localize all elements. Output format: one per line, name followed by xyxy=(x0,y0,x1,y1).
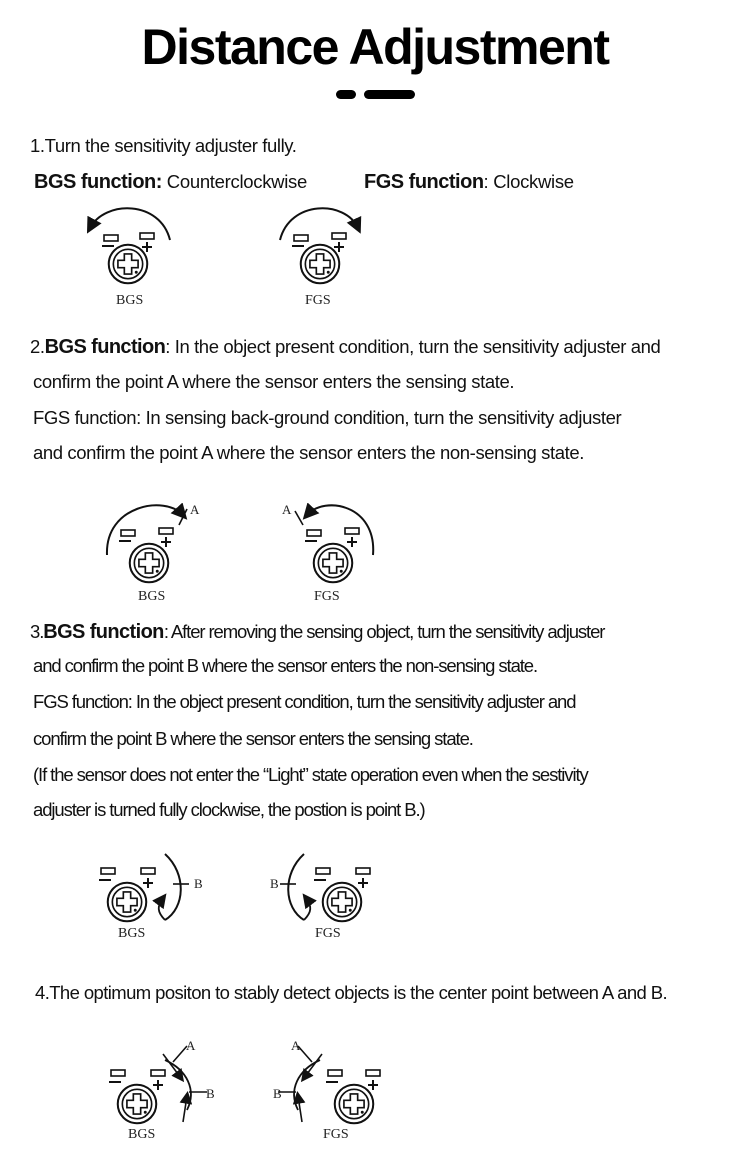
adjuster-knob-icon xyxy=(108,883,147,922)
center-arrow xyxy=(298,1096,302,1122)
step2-number: 2. xyxy=(30,336,45,357)
adjuster-knob-icon xyxy=(130,544,169,583)
step3-line3: FGS function: In the object present condition, turn the sensitivity adjuster and xyxy=(33,691,576,712)
step3-bgs-caption: BGS xyxy=(118,926,146,941)
adjuster-knob-icon xyxy=(301,245,340,284)
step2-line3: FGS function: In sensing back-ground condition, turn the sensitivity adjuster xyxy=(33,407,622,428)
step1-fgs-function xyxy=(364,171,574,194)
step2-line1-rest: : In the object present condition, turn the sensitivity adjuster and xyxy=(165,336,661,357)
step4-fgs-point-a: A xyxy=(291,1038,301,1053)
step3-bgs-point-b: B xyxy=(194,876,203,891)
step3-bgs-label: BGS function xyxy=(43,621,164,643)
title-underline-short xyxy=(336,90,356,99)
step3-fgs-point-b: B xyxy=(270,876,279,891)
step3-line6: adjuster is turned fully clockwise, the postion is point B.) xyxy=(33,799,425,820)
adjust-arc xyxy=(294,1060,320,1110)
point-b-arc xyxy=(288,854,304,920)
step4-bgs-diagram xyxy=(105,1030,235,1130)
plus-sign-icon xyxy=(159,528,173,547)
point-b-arc xyxy=(165,854,181,920)
step4-bgs-point-b: B xyxy=(206,1086,215,1101)
step2-fgs-point-a: A xyxy=(282,502,292,517)
step1-bgs-function xyxy=(34,171,307,194)
step2-fgs-diagram xyxy=(285,495,395,585)
step2-bgs-caption: BGS xyxy=(138,589,166,604)
step4-fgs-point-b: B xyxy=(273,1086,282,1101)
step1-bgs-diagram xyxy=(80,200,190,290)
fgs-function-label: FGS function xyxy=(364,171,484,193)
step2-bgs-label: BGS function xyxy=(44,336,166,358)
point-a-marker xyxy=(295,511,303,525)
adjuster-knob-icon xyxy=(314,544,353,583)
minus-sign-icon xyxy=(314,868,330,880)
step3-line1-rest: : After removing the sensing object, turn the sensitivity adjuster xyxy=(163,621,605,642)
step1-fgs-caption: FGS xyxy=(305,293,331,308)
plus-sign-icon xyxy=(332,233,346,252)
minus-sign-icon xyxy=(326,1070,342,1082)
step2-line1 xyxy=(30,335,660,359)
step2-fgs-caption: FGS xyxy=(314,589,340,604)
step2-line2: confirm the point A where the sensor enters the sensing state. xyxy=(33,371,515,392)
plus-sign-icon xyxy=(366,1070,380,1090)
adjust-arc xyxy=(165,1060,191,1110)
step3-line5: (If the sensor does not enter the “Light” state operation even when the sestivity xyxy=(33,764,588,785)
minus-sign-icon xyxy=(292,235,308,246)
adjuster-knob-icon xyxy=(118,1085,157,1124)
page-title: Distance Adjustment xyxy=(141,19,609,75)
bgs-function-label: BGS function: xyxy=(34,171,162,193)
plus-sign-icon xyxy=(151,1070,165,1090)
adjuster-knob-icon xyxy=(323,883,362,922)
step3-line4: confirm the point B where the sensor enters the sensing state. xyxy=(33,728,473,749)
step1-fgs-diagram xyxy=(270,200,380,290)
center-arrow xyxy=(304,1054,322,1078)
minus-sign-icon xyxy=(99,868,115,880)
title-underline-long xyxy=(364,90,415,99)
bgs-function-value: Counterclockwise xyxy=(161,171,307,192)
step3-fgs-caption: FGS xyxy=(315,926,341,941)
fgs-function-value: : Clockwise xyxy=(483,171,574,192)
adjuster-knob-icon xyxy=(335,1085,374,1124)
step2-line4: and confirm the point A where the sensor enters the non-sensing state. xyxy=(33,442,584,463)
center-arrow xyxy=(183,1096,187,1122)
step4-bgs-point-a: A xyxy=(186,1038,196,1053)
plus-sign-icon xyxy=(141,868,155,888)
step3-line2: and confirm the point B where the sensor enters the non-sensing state. xyxy=(33,655,538,676)
step2-bgs-point-a: A xyxy=(190,502,200,517)
return-arrow xyxy=(304,898,310,920)
return-arrow xyxy=(159,898,165,920)
step4-text: 4.The optimum positon to stably detect objects is the center point between A and B. xyxy=(35,982,668,1003)
step3-number: 3. xyxy=(30,621,44,642)
minus-sign-icon xyxy=(119,530,135,541)
adjuster-knob-icon xyxy=(109,245,148,284)
plus-sign-icon xyxy=(356,868,370,888)
step3-line1 xyxy=(30,620,604,644)
minus-sign-icon xyxy=(102,235,118,246)
point-a-marker xyxy=(173,1046,187,1062)
plus-sign-icon xyxy=(140,233,154,252)
step1-bgs-caption: BGS xyxy=(116,293,144,308)
step4-bgs-caption: BGS xyxy=(128,1127,156,1142)
minus-sign-icon xyxy=(305,530,321,541)
clockwise-arrow xyxy=(107,505,183,555)
step4-fgs-diagram xyxy=(270,1030,400,1130)
minus-sign-icon xyxy=(109,1070,125,1082)
step3-fgs-diagram xyxy=(270,848,390,928)
step4-fgs-caption: FGS xyxy=(323,1127,349,1142)
plus-sign-icon xyxy=(345,528,359,547)
counterclockwise-arrow xyxy=(90,208,170,240)
step1-text: 1.Turn the sensitivity adjuster fully. xyxy=(30,135,297,156)
